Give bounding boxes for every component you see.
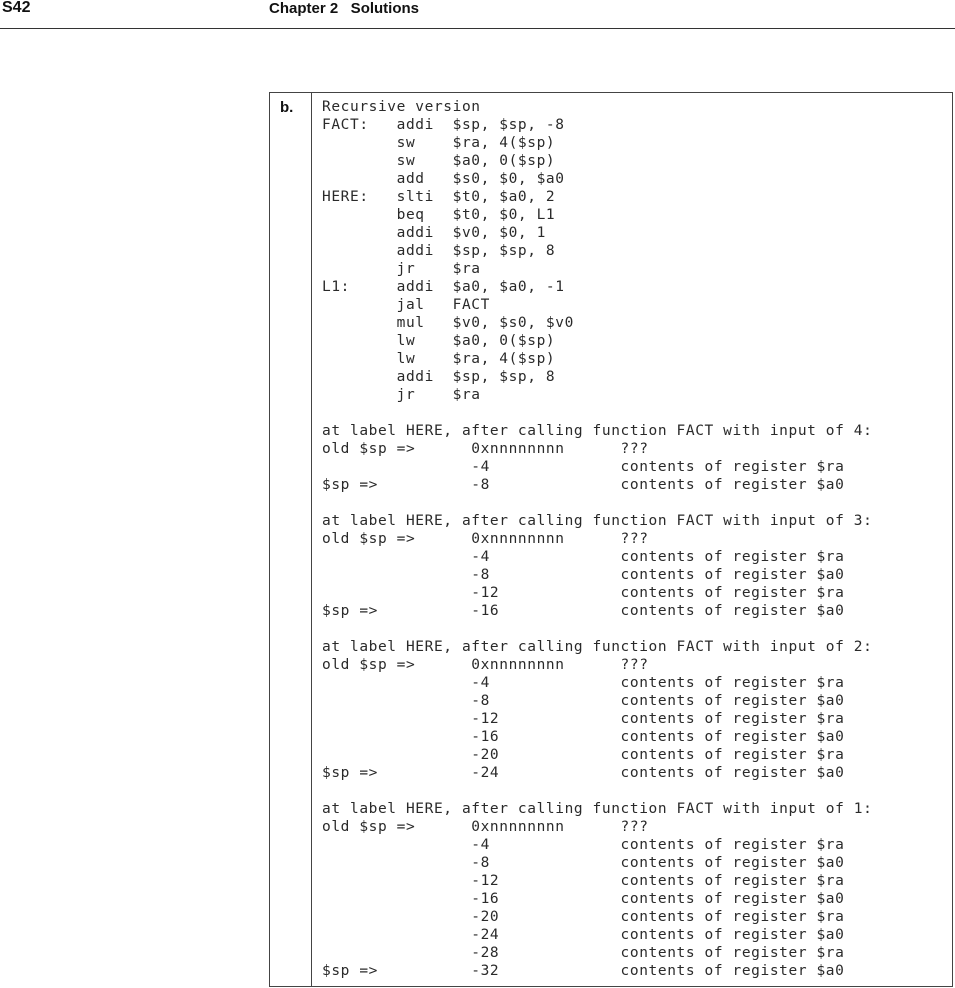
- code-line: jr $ra: [322, 261, 481, 277]
- code-line: $sp => -16 contents of register $a0: [322, 603, 845, 619]
- label-column: [270, 93, 312, 986]
- page-number: S42: [2, 0, 31, 16]
- code-line: -4 contents of register $ra: [322, 675, 845, 691]
- code-line: HERE: slti $t0, $a0, 2: [322, 189, 556, 205]
- code-line: -24 contents of register $a0: [322, 927, 845, 943]
- code-line: jr $ra: [322, 387, 481, 403]
- code-line: -12 contents of register $ra: [322, 585, 845, 601]
- code-line: -16 contents of register $a0: [322, 729, 845, 745]
- code-line: sw $ra, 4($sp): [322, 135, 556, 151]
- chapter-title: Chapter 2 Solutions: [269, 0, 420, 17]
- code-line: sw $a0, 0($sp): [322, 153, 556, 169]
- code-line: L1: addi $a0, $a0, -1: [322, 279, 565, 295]
- code-line: -12 contents of register $ra: [322, 873, 845, 889]
- code-line: lw $ra, 4($sp): [322, 351, 556, 367]
- code-line: -8 contents of register $a0: [322, 693, 845, 709]
- code-line: [322, 620, 950, 638]
- code-line: -12 contents of register $ra: [322, 711, 845, 727]
- code-line: old $sp => 0xnnnnnnnn ???: [322, 657, 649, 673]
- code-line: [322, 782, 950, 800]
- code-line: at label HERE, after calling function FACT with input of 2:: [322, 639, 873, 655]
- code-line: [322, 404, 950, 422]
- solution-box: [269, 92, 953, 987]
- code-line: old $sp => 0xnnnnnnnn ???: [322, 441, 649, 457]
- code-line: -4 contents of register $ra: [322, 837, 845, 853]
- code-line: jal FACT: [322, 297, 490, 313]
- code-line: addi $sp, $sp, 8: [322, 243, 556, 259]
- code-line: -20 contents of register $ra: [322, 909, 845, 925]
- code-line: lw $a0, 0($sp): [322, 333, 556, 349]
- code-listing: [322, 98, 950, 980]
- code-line: -20 contents of register $ra: [322, 747, 845, 763]
- code-line: $sp => -24 contents of register $a0: [322, 765, 845, 781]
- code-line: addi $sp, $sp, 8: [322, 369, 556, 385]
- code-line: $sp => -32 contents of register $a0: [322, 963, 845, 979]
- code-line: at label HERE, after calling function FACT with input of 1:: [322, 801, 873, 817]
- code-line: beq $t0, $0, L1: [322, 207, 556, 223]
- code-line: old $sp => 0xnnnnnnnn ???: [322, 531, 649, 547]
- code-line: [322, 494, 950, 512]
- code-line: add $s0, $0, $a0: [322, 171, 565, 187]
- code-line: at label HERE, after calling function FACT with input of 4:: [322, 423, 873, 439]
- code-line: -28 contents of register $ra: [322, 945, 845, 961]
- code-line: mul $v0, $s0, $v0: [322, 315, 574, 331]
- code-line: -4 contents of register $ra: [322, 459, 845, 475]
- code-line: -4 contents of register $ra: [322, 549, 845, 565]
- page-header: [0, 0, 955, 29]
- code-line: old $sp => 0xnnnnnnnn ???: [322, 819, 649, 835]
- code-line: -8 contents of register $a0: [322, 567, 845, 583]
- part-label: b.: [280, 99, 294, 116]
- code-line: at label HERE, after calling function FACT with input of 3:: [322, 513, 873, 529]
- code-line: $sp => -8 contents of register $a0: [322, 477, 845, 493]
- code-line: -16 contents of register $a0: [322, 891, 845, 907]
- code-line: -8 contents of register $a0: [322, 855, 845, 871]
- code-line: addi $v0, $0, 1: [322, 225, 546, 241]
- code-line: Recursive version: [322, 99, 481, 115]
- code-line: FACT: addi $sp, $sp, -8: [322, 117, 565, 133]
